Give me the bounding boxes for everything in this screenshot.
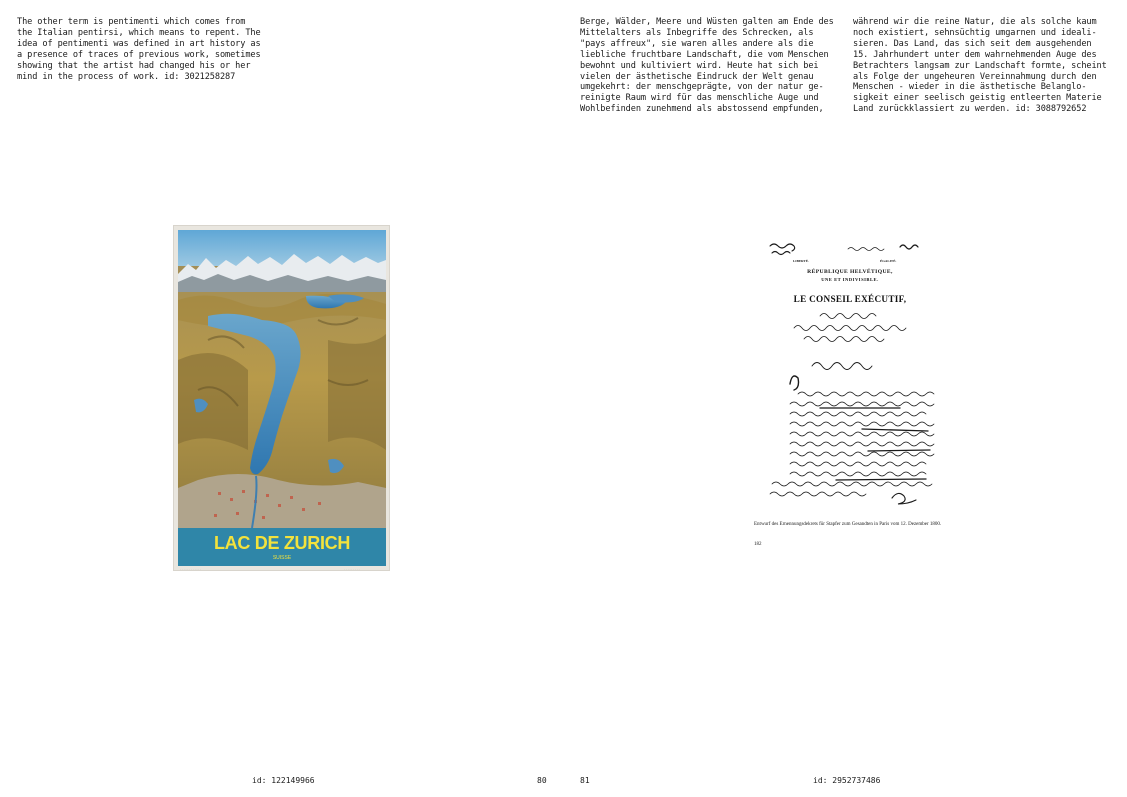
manuscript-printed-header: RÉPUBLIQUE HELVÉTIQUE, <box>807 269 893 275</box>
poster-title: LAC DE ZURICH <box>213 533 351 553</box>
right-image-id: id: 2952737486 <box>813 776 881 785</box>
manuscript-egalite: ÉGALITÉ. <box>880 259 897 263</box>
left-image-id: id: 122149966 <box>252 776 315 785</box>
right-page-paragraph-col2: während wir die reine Natur, die als solche kaum noch existiert, sehnsüchtig umgarnen und ideali- sieren. Das Land, das sich seit dem ausgehenden 15. Jahrhundert unter dem wahrnehmenden Auge des Betrachters langsam zur Landschaft formte, scheint als Folge der ungeheuren Vereinnahmung durch den Menschen - wieder in die ästhetische Belanglo- sigkeit einer seelisch geistig entleerten Materie Land zurückklassiert zu werden. id: 3088792652 <box>853 17 1107 115</box>
manuscript-caption: Entwurf des Ernennungsdekrets für Stapfer zum Gesandten in Paris vom 12. Dezember 1800. <box>754 522 942 527</box>
manuscript-liberte: LIBERTÉ. <box>793 259 809 263</box>
manuscript-figure-number: 182 <box>754 542 762 547</box>
right-page-paragraph-col1: Berge, Wälder, Meere und Wüsten galten am Ende des Mittelalters als Inbegriffe des Schrecken, als "pays affreux", sie waren alles andere als die liebliche fruchtbare Landschaft, die vom Menschen bewohnt und kultiviert wird. Heute hat sich bei vielen der ästhetische Eindruck der Welt genau umgekehrt: der menschgeprägte, von der natur ge- reinigte Raum wird für das menschliche Auge und Wohlbefinden zunehmend als abstossend empfunden, <box>580 17 834 115</box>
left-page-number: 80 <box>537 776 547 785</box>
right-page-number: 81 <box>580 776 590 785</box>
poster-subtitle: SUISSE <box>272 555 292 561</box>
poster-fine-print-right: · · · · · · · · · <box>344 567 360 571</box>
poster-fine-print-left: · · · · · · · · · · · · <box>180 567 202 571</box>
left-page-paragraph: The other term is pentimenti which comes from the Italian pentirsi, which means to repent. The idea of pentimenti was defined in art history as a presence of traces of previous work, sometimes showing that the artist had changed his or her mind in the process of work. id: 3021258287 <box>17 17 261 82</box>
poster-title-band <box>178 528 386 566</box>
lake-zurich-poster <box>173 225 390 571</box>
manuscript-document <box>750 236 950 556</box>
manuscript-body-title: LE CONSEIL EXÉCUTIF, <box>793 294 907 304</box>
manuscript-page <box>750 236 950 516</box>
poster-panorama-illustration <box>178 230 386 528</box>
manuscript-printed-subheader: UNE ET INDIVISIBLE. <box>821 277 879 282</box>
